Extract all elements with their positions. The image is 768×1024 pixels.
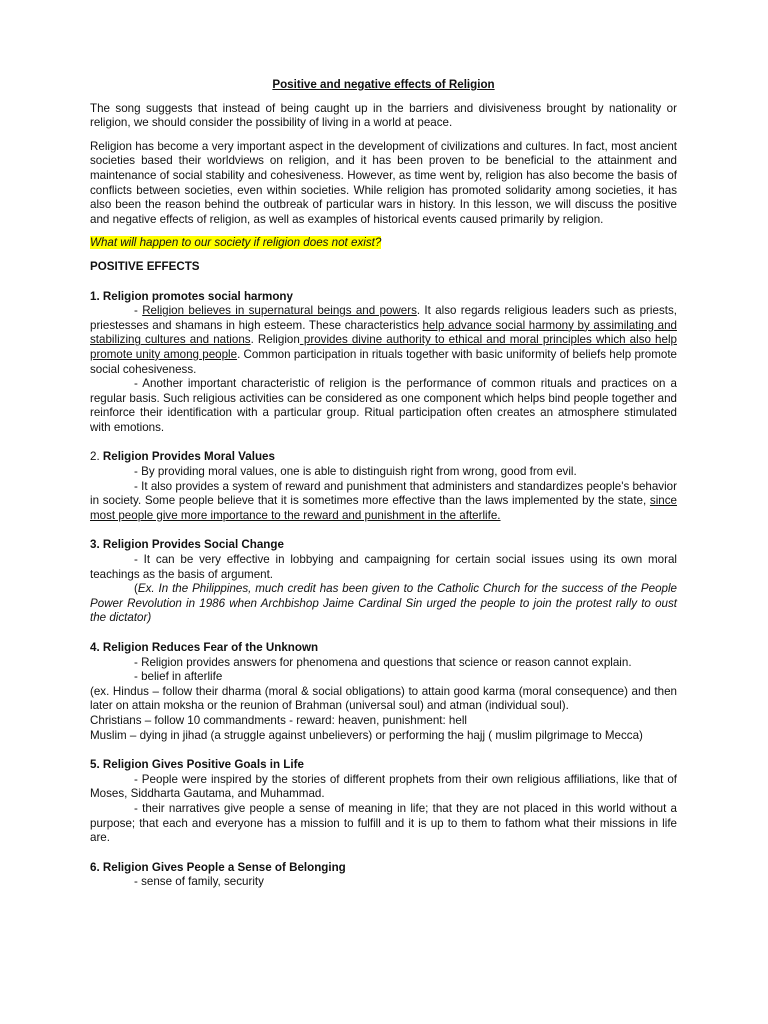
text-run: - It also provides a system of reward and punishment that administers and standardizes people's behavior in society. Some people believe that it is sometimes more effective than the laws implemented by the state, <box>90 479 677 508</box>
underlined-text: Religion believes in supernatural beings and powers <box>142 304 417 318</box>
section-3-heading: 3. Religion Provides Social Change <box>90 538 284 552</box>
section-title: Religion Provides Moral Values <box>102 450 275 464</box>
intro-paragraph-1: The song suggests that instead of being caught up in the barriers and divisiveness brought by nationality or religion, we should consider the possibility of living in a world at peace. <box>90 101 677 130</box>
document-title: Positive and negative effects of Religion <box>272 78 495 91</box>
section-2-paragraph-1: - By providing moral values, one is able to distinguish right from wrong, good from evil. <box>134 465 577 479</box>
section-2-paragraph-2 <box>90 480 677 524</box>
positive-effects-heading: POSITIVE EFFECTS <box>90 259 200 273</box>
section-6-paragraph-1: - sense of family, security <box>134 875 264 889</box>
section-4-muslim: Muslim – dying in jihad (a struggle against unbelievers) or performing the hajj ( muslim pilgrimage to Mecca) <box>90 728 643 742</box>
text-run: . It also regards religious leaders such as priests, priestesses and shamans in high esteem. These characteristics <box>90 304 677 332</box>
section-3-paragraph-1: - It can be very effective in lobbying and campaigning for certain social issues using its own moral teachings as the basis of argument. <box>90 553 677 581</box>
text-run: ( <box>134 582 138 596</box>
italic-text: Ex. In the Philippines, much credit has been given to the Catholic Church for the success of the People Power Revolution in 1986 when Archbishop Jaime Cardinal Sin urged the people to join the protest rally to oust the dictator) <box>90 582 677 625</box>
text-run: . Religion <box>250 333 300 347</box>
section-1-heading: 1. Religion promotes social harmony <box>90 289 293 303</box>
section-4-paragraph-1: - Religion provides answers for phenomena and questions that science or reason cannot explain. <box>134 655 632 669</box>
section-4-heading: 4. Religion Reduces Fear of the Unknown <box>90 641 319 654</box>
section-4-paragraph-2: - belief in afterlife <box>134 670 223 684</box>
section-5-paragraph-2: - their narratives give people a sense of meaning in life; that they are not placed in this world without a purpose; that each and everyone has a mission to fulfill and it is up to them to fathom what their missions in life are. <box>90 801 677 845</box>
section-5-paragraph-1: - People were inspired by the stories of different prophets from their own religious affiliations, like that of Moses, Siddharta Gautama, and Muhammad. <box>90 772 677 801</box>
intro-paragraph-2: Religion has become a very important aspect in the development of civilizations and cultures. In fact, most ancient societies based their worldviews on religion, and it has been proven to be beneficial to the attainment and maintenance of social stability and cohesiveness. However, as time went by, religion has also become the basis of conflicts between societies, even within societies. While religion has promoted solidarity among societies, it has also been the reason behind the outbreak of particular wars in history. In this lesson, we will discuss the positive and negative effects of religion, as well as examples of historical events caused primarily by religion. <box>90 139 677 226</box>
underlined-text: provides divine authority to ethical and moral principles which also help promote unity among people <box>90 333 677 361</box>
underlined-text: since most people give more importance to the reward and punishment in the afterlife. <box>90 494 677 522</box>
highlighted-question: What will happen to our society if religion does not exist? <box>90 236 382 250</box>
underlined-text: help advance social harmony by assimilating and stabilizing cultures and nations <box>90 318 677 347</box>
section-3-example <box>90 582 677 626</box>
text-run: . Common participation in rituals together with basic uniformity of beliefs help promote social cohesiveness. <box>90 347 677 376</box>
guiding-question <box>90 236 677 251</box>
section-5-heading: 5. Religion Gives Positive Goals in Life <box>90 758 304 772</box>
section-4-christians: Christians – follow 10 commandments - reward: heaven, punishment: hell <box>90 713 467 727</box>
section-1-paragraph-1 <box>90 304 677 377</box>
text-run: - <box>134 304 143 318</box>
section-6-heading: 6. Religion Gives People a Sense of Belonging <box>90 860 346 874</box>
section-4-hindus: (ex. Hindus – follow their dharma (moral & social obligations) to attain good karma (moral consequence) and then later on attain moksha or the reunion of Brahman (universal soul) and atman (individual soul). <box>90 684 677 713</box>
section-2-heading <box>90 450 677 465</box>
section-1-paragraph-2: - Another important characteristic of religion is the performance of common rituals and practices on a regular basis. Such religious activities can be considered as one component which helps bind people together and reinforce their identification with a particular group. Ritual participation often creates an atmosphere stimulated with emotions. <box>90 377 677 434</box>
section-number: 2. <box>90 450 103 464</box>
